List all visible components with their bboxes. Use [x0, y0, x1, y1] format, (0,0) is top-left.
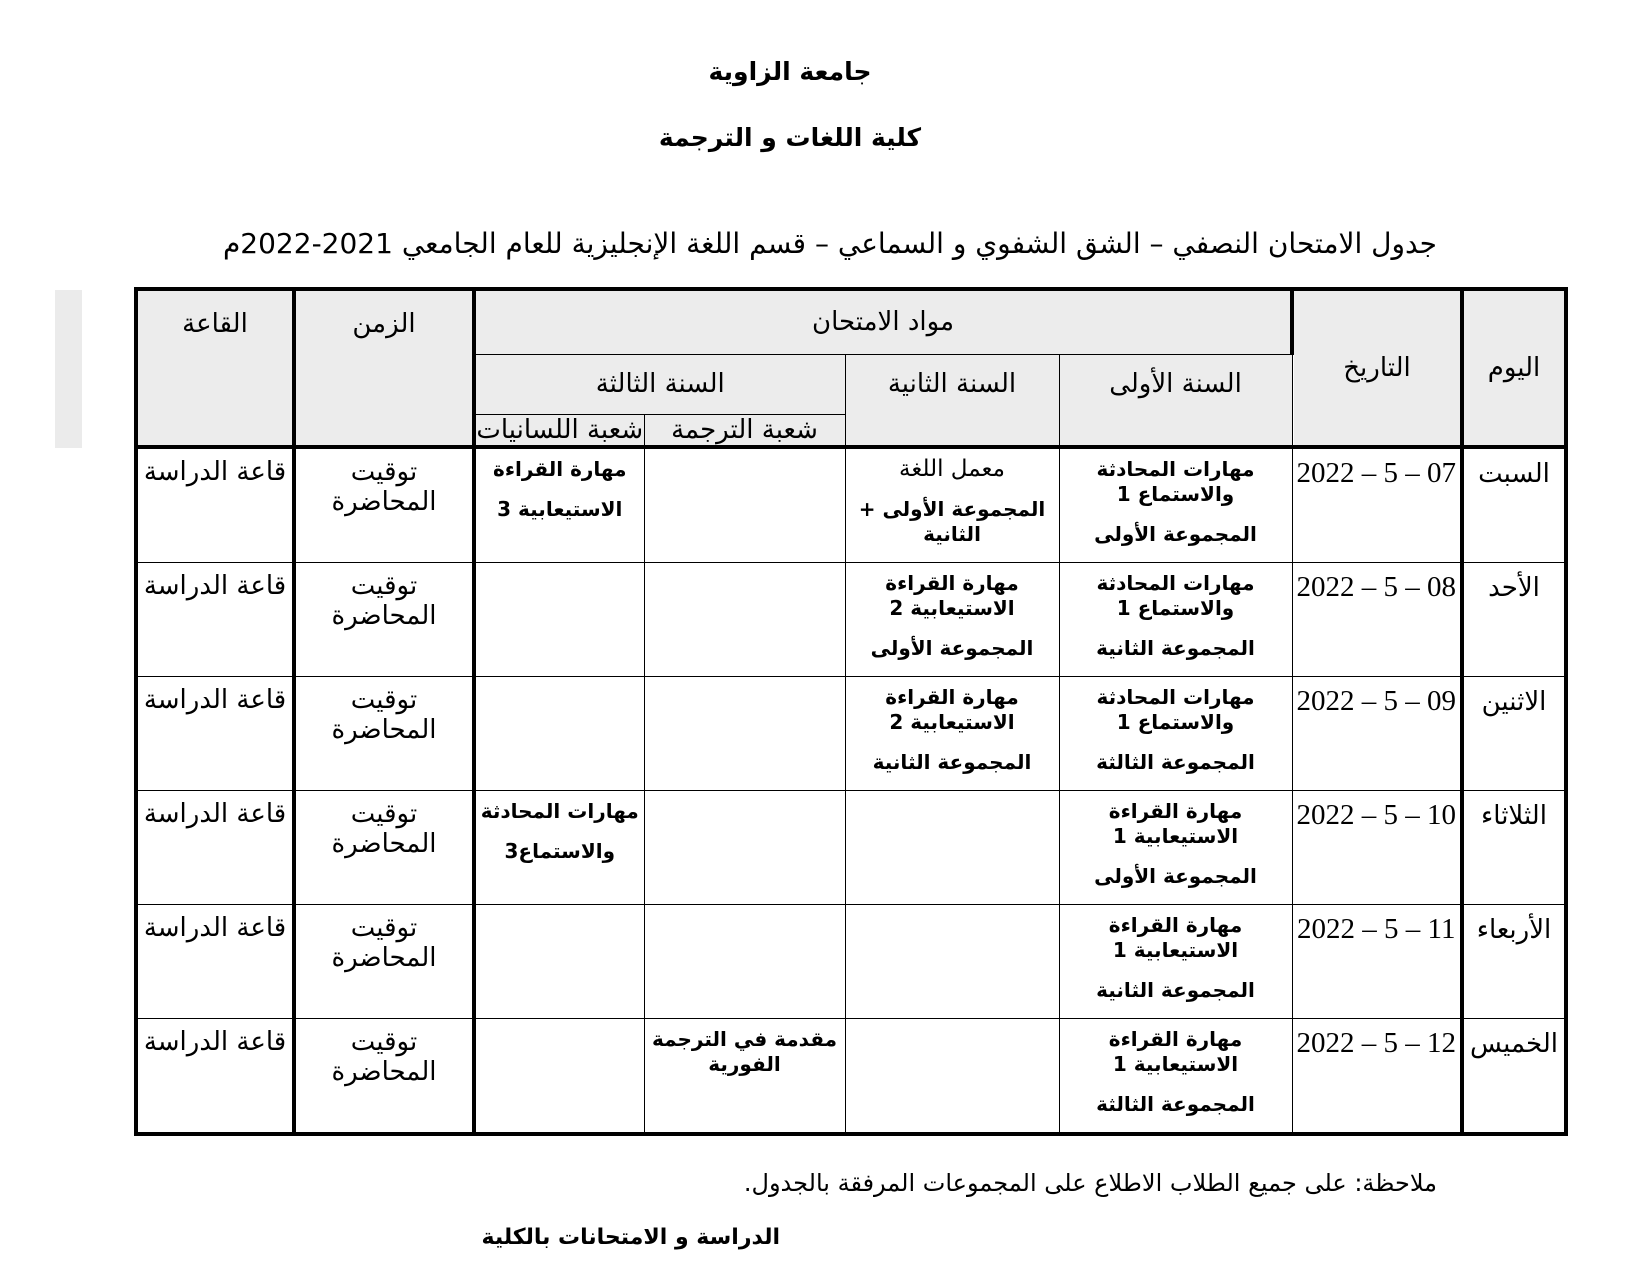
year2-cell: [845, 791, 1059, 905]
header-date: التاريخ: [1292, 289, 1462, 447]
group-line: المجموعة الثالثة: [1096, 1092, 1255, 1116]
time-cell: توقيت المحاضرة: [294, 563, 474, 677]
day-cell: السبت: [1462, 447, 1566, 563]
table-row: [136, 677, 1566, 791]
header-subjects: مواد الامتحان: [474, 289, 1292, 354]
table-row: [136, 1019, 1566, 1135]
group-line: المجموعة الأولى: [1094, 522, 1257, 546]
subject-line: مهارة القراءة الاستيعابية 1: [1108, 1027, 1243, 1076]
year2-cell: [845, 563, 1059, 677]
year1-cell: [1059, 447, 1292, 563]
day-cell: الثلاثاء: [1462, 791, 1566, 905]
translation-cell: [644, 905, 845, 1019]
footer-note: الدراسة و الامتحانات بالكلية: [481, 1225, 780, 1250]
subject-line: مهارات المحادثة: [480, 799, 639, 823]
decorative-strip: [55, 290, 82, 448]
linguistics-cell: [474, 905, 644, 1019]
group-line: والاستماع3: [504, 839, 615, 863]
subject-line: مهارة القراءة: [493, 457, 627, 481]
year1-cell: [1059, 563, 1292, 677]
linguistics-cell: [474, 447, 644, 563]
date-cell: 2022 – 5 – 09: [1292, 677, 1462, 791]
group-line: المجموعة الثانية: [872, 750, 1032, 774]
table-row: [136, 791, 1566, 905]
header-year1: السنة الأولى: [1059, 354, 1292, 447]
year1-cell: [1059, 1019, 1292, 1135]
group-line: المجموعة الأولى: [1094, 864, 1257, 888]
translation-cell: [644, 563, 845, 677]
day-cell: الخميس: [1462, 1019, 1566, 1135]
group-line: المجموعة الثانية: [1096, 978, 1255, 1002]
hall-cell: قاعة الدراسة: [136, 563, 294, 677]
schedule-title: جدول الامتحان النصفي – الشق الشفوي و السماعي – قسم اللغة الإنجليزية للعام الجامعي 2021-2022م: [222, 227, 1437, 260]
year2-cell: [845, 905, 1059, 1019]
group-line: المجموعة الأولى + الثانية: [858, 497, 1046, 546]
day-cell: الاثنين: [1462, 677, 1566, 791]
faculty-title: كلية اللغات و الترجمة: [658, 123, 922, 152]
subject-line: مقدمة في الترجمة الفورية: [651, 1027, 838, 1076]
time-cell: توقيت المحاضرة: [294, 1019, 474, 1135]
hall-cell: قاعة الدراسة: [136, 447, 294, 563]
day-cell: الأربعاء: [1462, 905, 1566, 1019]
year1-cell: [1059, 677, 1292, 791]
table-row: [136, 447, 1566, 563]
hall-cell: قاعة الدراسة: [136, 791, 294, 905]
hall-cell: قاعة الدراسة: [136, 677, 294, 791]
date-cell: 2022 – 5 – 11: [1292, 905, 1462, 1019]
translation-cell: [644, 791, 845, 905]
header-hall: القاعة: [136, 289, 294, 447]
date-cell: 2022 – 5 – 12: [1292, 1019, 1462, 1135]
subject-line: مهارات المحادثة والاستماع 1: [1096, 571, 1255, 620]
subject-line: مهارات المحادثة والاستماع 1: [1096, 685, 1255, 734]
time-cell: توقيت المحاضرة: [294, 905, 474, 1019]
university-title: جامعة الزاوية: [708, 57, 872, 86]
day-cell: الأحد: [1462, 563, 1566, 677]
hall-cell: قاعة الدراسة: [136, 905, 294, 1019]
note-text: ملاحظة: على جميع الطلاب الاطلاع على المجموعات المرفقة بالجدول.: [743, 1169, 1437, 1197]
time-cell: توقيت المحاضرة: [294, 677, 474, 791]
group-line: المجموعة الثالثة: [1096, 750, 1255, 774]
year1-cell: [1059, 905, 1292, 1019]
header-row-top: [136, 289, 1566, 354]
header-time: الزمن: [294, 289, 474, 447]
year1-cell: [1059, 791, 1292, 905]
date-cell: 2022 – 5 – 07: [1292, 447, 1462, 563]
linguistics-cell: [474, 1019, 644, 1135]
translation-cell: [644, 1019, 845, 1135]
group-line: المجموعة الثانية: [1096, 636, 1255, 660]
exam-schedule-table: [134, 287, 1568, 1136]
date-cell: 2022 – 5 – 10: [1292, 791, 1462, 905]
table-row: [136, 563, 1566, 677]
linguistics-cell: [474, 677, 644, 791]
translation-cell: [644, 677, 845, 791]
table-row: [136, 905, 1566, 1019]
time-cell: توقيت المحاضرة: [294, 447, 474, 563]
subject-line: معمل اللغة: [899, 456, 1005, 482]
translation-cell: [644, 447, 845, 563]
header-day: اليوم: [1462, 289, 1566, 447]
hall-cell: قاعة الدراسة: [136, 1019, 294, 1135]
header-translation-section: شعبة الترجمة: [644, 414, 845, 447]
year2-cell: [845, 447, 1059, 563]
header-year3: السنة الثالثة: [474, 354, 845, 414]
year2-cell: [845, 1019, 1059, 1135]
year2-cell: [845, 677, 1059, 791]
date-cell: 2022 – 5 – 08: [1292, 563, 1462, 677]
subject-line: مهارة القراءة الاستيعابية 1: [1108, 799, 1243, 848]
group-line: المجموعة الأولى: [870, 636, 1034, 660]
time-cell: توقيت المحاضرة: [294, 791, 474, 905]
subject-line: مهارات المحادثة والاستماع 1: [1096, 457, 1255, 506]
header-year2: السنة الثانية: [845, 354, 1059, 447]
subject-line: مهارة القراءة الاستيعابية 2: [885, 685, 1019, 734]
subject-line: مهارة القراءة الاستيعابية 2: [885, 571, 1019, 620]
header-linguistics-section: شعبة اللسانيات: [474, 414, 644, 447]
subject-line: مهارة القراءة الاستيعابية 1: [1108, 913, 1243, 962]
linguistics-cell: [474, 791, 644, 905]
group-line: الاستيعابية 3: [497, 497, 623, 521]
linguistics-cell: [474, 563, 644, 677]
